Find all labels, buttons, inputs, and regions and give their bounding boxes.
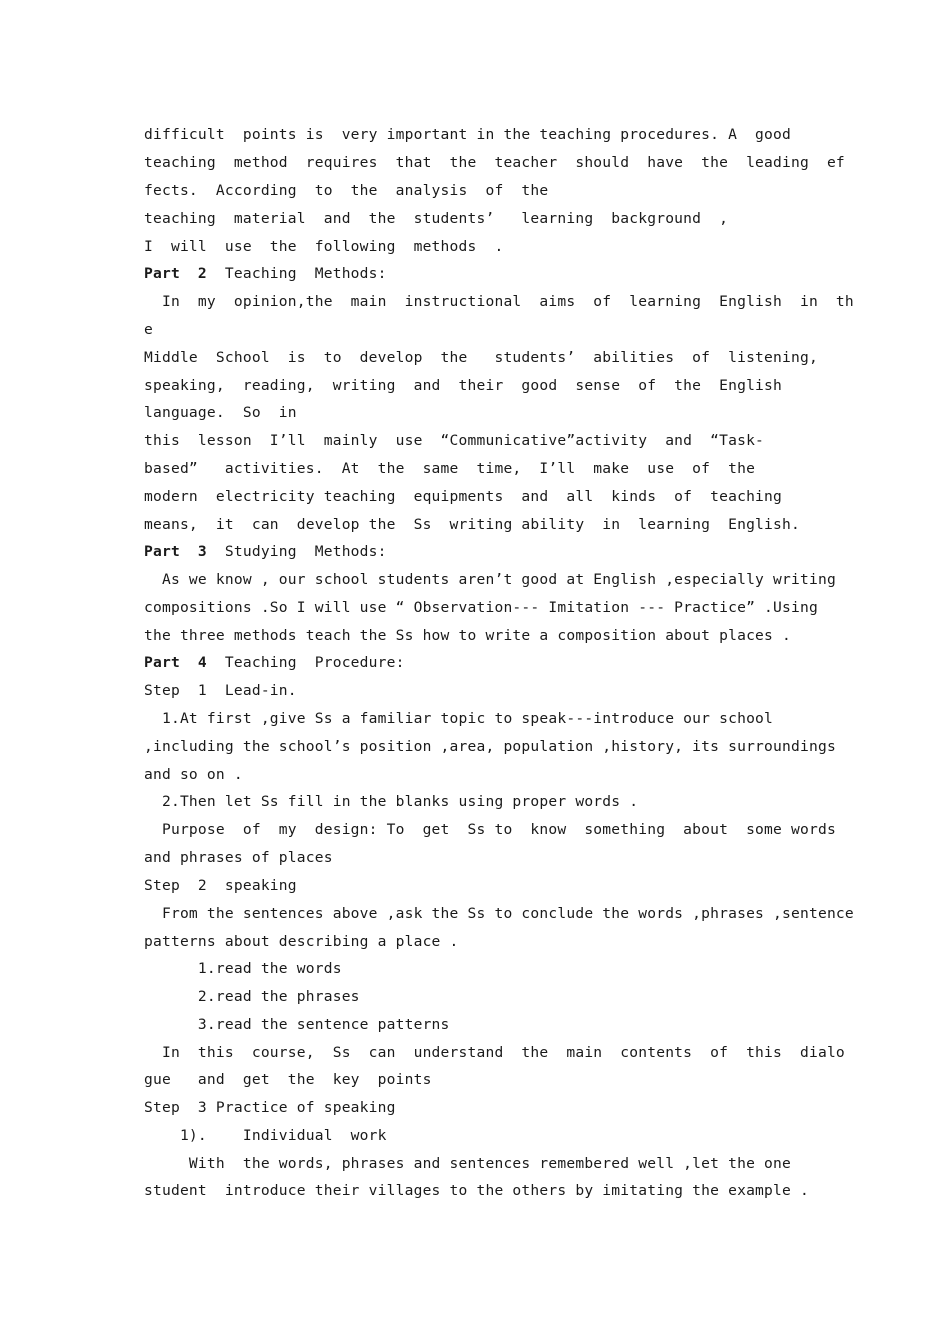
text-line: student introduce their villages to the others by imitating the example . xyxy=(144,1182,809,1199)
text-line: language. So in xyxy=(144,404,297,421)
text-line: From the sentences above ,ask the Ss to conclude the words ,phrases ,sentence xyxy=(144,905,854,922)
text-line: 1.At first ,give Ss a familiar topic to speak---introduce our school xyxy=(144,710,774,727)
text-line: 1.read the words xyxy=(144,960,342,977)
text-line: e xyxy=(144,321,153,338)
text-line: teaching material and the students’ learning background , xyxy=(144,210,729,227)
heading-part-label: Part 4 xyxy=(144,654,207,671)
text-line: this lesson I’ll mainly use “Communicative”activity and “Task- xyxy=(144,432,765,449)
text-line: Step 3 Practice of speaking xyxy=(144,1099,396,1116)
heading-title: Studying Methods: xyxy=(206,543,387,560)
text-line: 3.read the sentence patterns xyxy=(144,1016,450,1033)
text-line: the three methods teach the Ss how to write a composition about places . xyxy=(144,627,792,644)
text-line: With the words, phrases and sentences remembered well ,let the one xyxy=(144,1155,792,1172)
text-line: 2.read the phrases xyxy=(144,988,360,1005)
section-heading-part-3 xyxy=(144,542,387,562)
text-line: patterns about describing a place . xyxy=(144,933,459,950)
text-line: In this course, Ss can understand the main contents of this dialo xyxy=(144,1044,845,1061)
text-line: teaching method requires that the teacher should have the leading ef xyxy=(144,154,845,171)
section-heading-part-2 xyxy=(144,264,387,284)
text-line: gue and get the key points xyxy=(144,1071,432,1088)
text-line: 2.Then let Ss fill in the blanks using proper words . xyxy=(144,793,639,810)
heading-title: Teaching Methods: xyxy=(206,265,387,282)
text-line: based” activities. At the same time, I’ll make use of the xyxy=(144,460,756,477)
heading-part-label: Part 2 xyxy=(144,265,207,282)
text-line: Step 1 Lead-in. xyxy=(144,682,297,699)
section-heading-part-4 xyxy=(144,653,405,673)
heading-title: Teaching Procedure: xyxy=(206,654,405,671)
text-line: I will use the following methods . xyxy=(144,238,504,255)
heading-part-label: Part 3 xyxy=(144,543,207,560)
text-line: modern electricity teaching equipments and all kinds of teaching xyxy=(144,488,783,505)
text-line: and so on . xyxy=(144,766,243,783)
text-line: means, it can develop the Ss writing ability in learning English. xyxy=(144,516,800,533)
text-line: speaking, reading, writing and their good sense of the English xyxy=(144,377,783,394)
text-line: Purpose of my design: To get Ss to know something about some words xyxy=(144,821,836,838)
text-line: As we know , our school students aren’t good at English ,especially writing xyxy=(144,571,836,588)
text-line: Step 2 speaking xyxy=(144,877,297,894)
text-line: fects. According to the analysis of the xyxy=(144,182,549,199)
text-line: difficult points is very important in the teaching procedures. A good xyxy=(144,126,792,143)
text-line: ,including the school’s position ,area, population ,history, its surroundings xyxy=(144,738,836,755)
text-line: In my opinion,the main instructional aims of learning English in th xyxy=(144,293,854,310)
text-line: compositions .So I will use “ Observation--- Imitation --- Practice” .Using xyxy=(144,599,818,616)
text-line: Middle School is to develop the students’ abilities of listening, xyxy=(144,349,818,366)
text-line: 1). Individual work xyxy=(144,1127,387,1144)
text-line: and phrases of places xyxy=(144,849,333,866)
